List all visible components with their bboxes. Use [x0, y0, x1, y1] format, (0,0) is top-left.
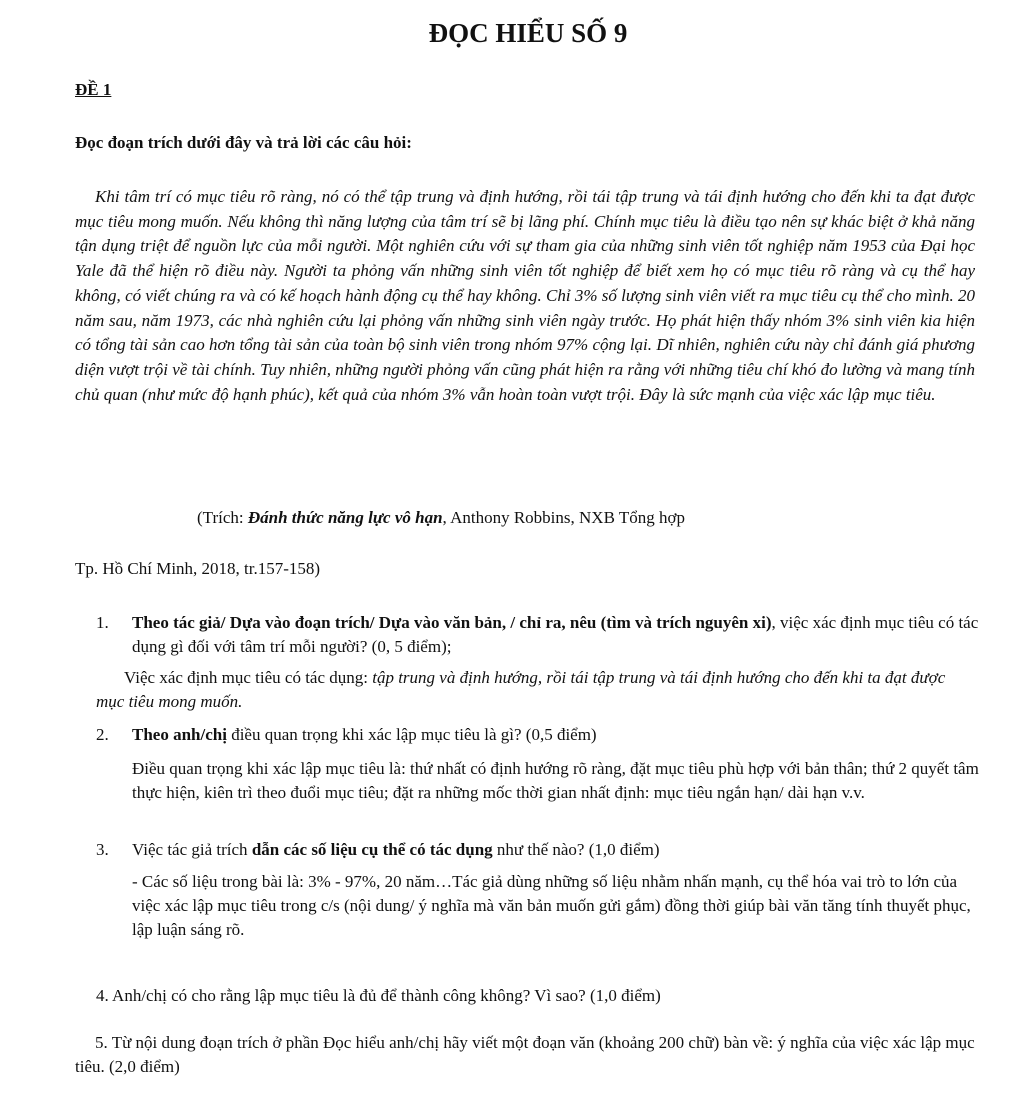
- question-1: [96, 611, 986, 659]
- source-citation-line2: Tp. Hồ Chí Minh, 2018, tr.157-158): [75, 559, 321, 578]
- question-emphasis: dẫn các số liệu cụ thể có tác dụng: [251, 840, 493, 859]
- source-book-title: Đánh thức năng lực vô hạn: [247, 508, 443, 527]
- question-3: [96, 838, 986, 862]
- question-rest: như thế nào? (1,0 điểm): [492, 840, 660, 859]
- question-rest: , việc xác định mục tiêu có tác dụng gì đối với tâm trí mỗi người? (0, 5 điểm);: [132, 613, 979, 656]
- source-author-publisher: , Anthony Robbins, NXB Tổng hợp: [442, 508, 685, 527]
- question-emphasis: Theo anh/chị: [132, 725, 227, 744]
- question-text: [132, 723, 986, 747]
- page-title: ĐỌC HIỂU SỐ 9: [428, 18, 628, 48]
- answer-prefix: Việc xác định mục tiêu có tác dụng:: [124, 668, 373, 687]
- reading-passage: Khi tâm trí có mục tiêu rõ ràng, nó có thể tập trung và định hướng, rồi tái tập trung và tái định hướng cho đến khi ta đạt được mục tiêu mong muốn. Nếu không thì năng lượng của tâm trí sẽ bị lãng phí. Chính mục tiêu là điều tạo nên sự khác biệt ở khả năng tận dụng triệt để nguồn lực của mỗi người. Một nghiên cứu với sự tham gia của những sinh viên tốt nghiệp năm 1953 của Đại học Yale đã thể hiện rõ điều này. Người ta phỏng vấn những sinh viên tốt nghiệp để biết xem họ có mục tiêu rõ ràng và cụ thể hay không, có viết chúng ra và có kế hoạch hành động cụ thể hay không. Chỉ 3% số lượng sinh viên viết ra mục tiêu cụ thể cho mình. 20 năm sau, năm 1973, các nhà nghiên cứu lại phỏng vấn những sinh viên ngày trước. Họ phát hiện thấy nhóm 3% sinh viên kia hiện có tổng tài sản cao hơn tổng tài sản của toàn bộ sinh viên trong nhóm 97% cộng lại. Dĩ nhiên, nghiên cứu này chỉ đánh giá phương diện vượt trội về tài chính. Tuy nhiên, những người phỏng vấn cũng phát hiện ra rằng với những tiêu chí khó đo lường và mang tính chủ quan (như mức độ hạnh phúc), kết quả của nhóm 3% vẫn hoàn toàn vượt trội. Đây là sức mạnh của việc xác lập mục tiêu.: [75, 187, 975, 404]
- question-2: [96, 723, 986, 747]
- answer-3: - Các số liệu trong bài là: 3% - 97%, 20 năm…Tác giả dùng những số liệu nhằm nhấn mạnh, cụ thể hóa vai trò to lớn của việc xác lập mục tiêu trong c/s (nội dung/ ý nghĩa mà văn bản muốn gửi gắm) đồng thời giúp bài văn tăng tính thuyết phục, lập luận sáng rõ.: [132, 872, 971, 939]
- question-text: [132, 611, 986, 659]
- question-number: 1.: [96, 613, 109, 632]
- source-citation: [197, 506, 685, 530]
- question-number: 3.: [96, 840, 109, 859]
- question-text: [132, 838, 986, 862]
- question-number: 2.: [96, 725, 109, 744]
- question-pre: Việc tác giả trích: [132, 840, 252, 859]
- answer-2: Điều quan trọng khi xác lập mục tiêu là: thứ nhất có định hướng rõ ràng, đặt mục tiêu phù hợp với bản thân; thứ 2 quyết tâm thực hiện, kiên trì theo đuổi mục tiêu; đặt ra những mốc thời gian nhất định: mục tiêu ngắn hạn/ dài hạn v.v.: [132, 759, 979, 802]
- answer-1: [96, 666, 976, 714]
- instruction-text: Đọc đoạn trích dưới đây và trả lời các câu hỏi:: [75, 133, 412, 152]
- answer-quote: tập trung và định hướng, rồi tái tập trung và tái định hướng cho đến khi ta đạt được mục tiêu mong muốn.: [96, 668, 946, 711]
- question-emphasis: Theo tác giả/ Dựa vào đoạn trích/ Dựa vào văn bản, / chỉ ra, nêu (tìm và trích nguyên xi): [132, 613, 772, 632]
- question-5: 5. Từ nội dung đoạn trích ở phần Đọc hiểu anh/chị hãy viết một đoạn văn (khoảng 200 chữ) bàn về: ý nghĩa của việc xác lập mục tiêu. (2,0 điểm): [75, 1033, 975, 1076]
- question-4: 4. Anh/chị có cho rằng lập mục tiêu là đủ để thành công không? Vì sao? (1,0 điểm): [96, 986, 661, 1005]
- source-prefix: (Trích:: [197, 508, 248, 527]
- section-heading: ĐỀ 1: [75, 80, 112, 99]
- question-rest: điều quan trọng khi xác lập mục tiêu là gì? (0,5 điểm): [226, 725, 597, 744]
